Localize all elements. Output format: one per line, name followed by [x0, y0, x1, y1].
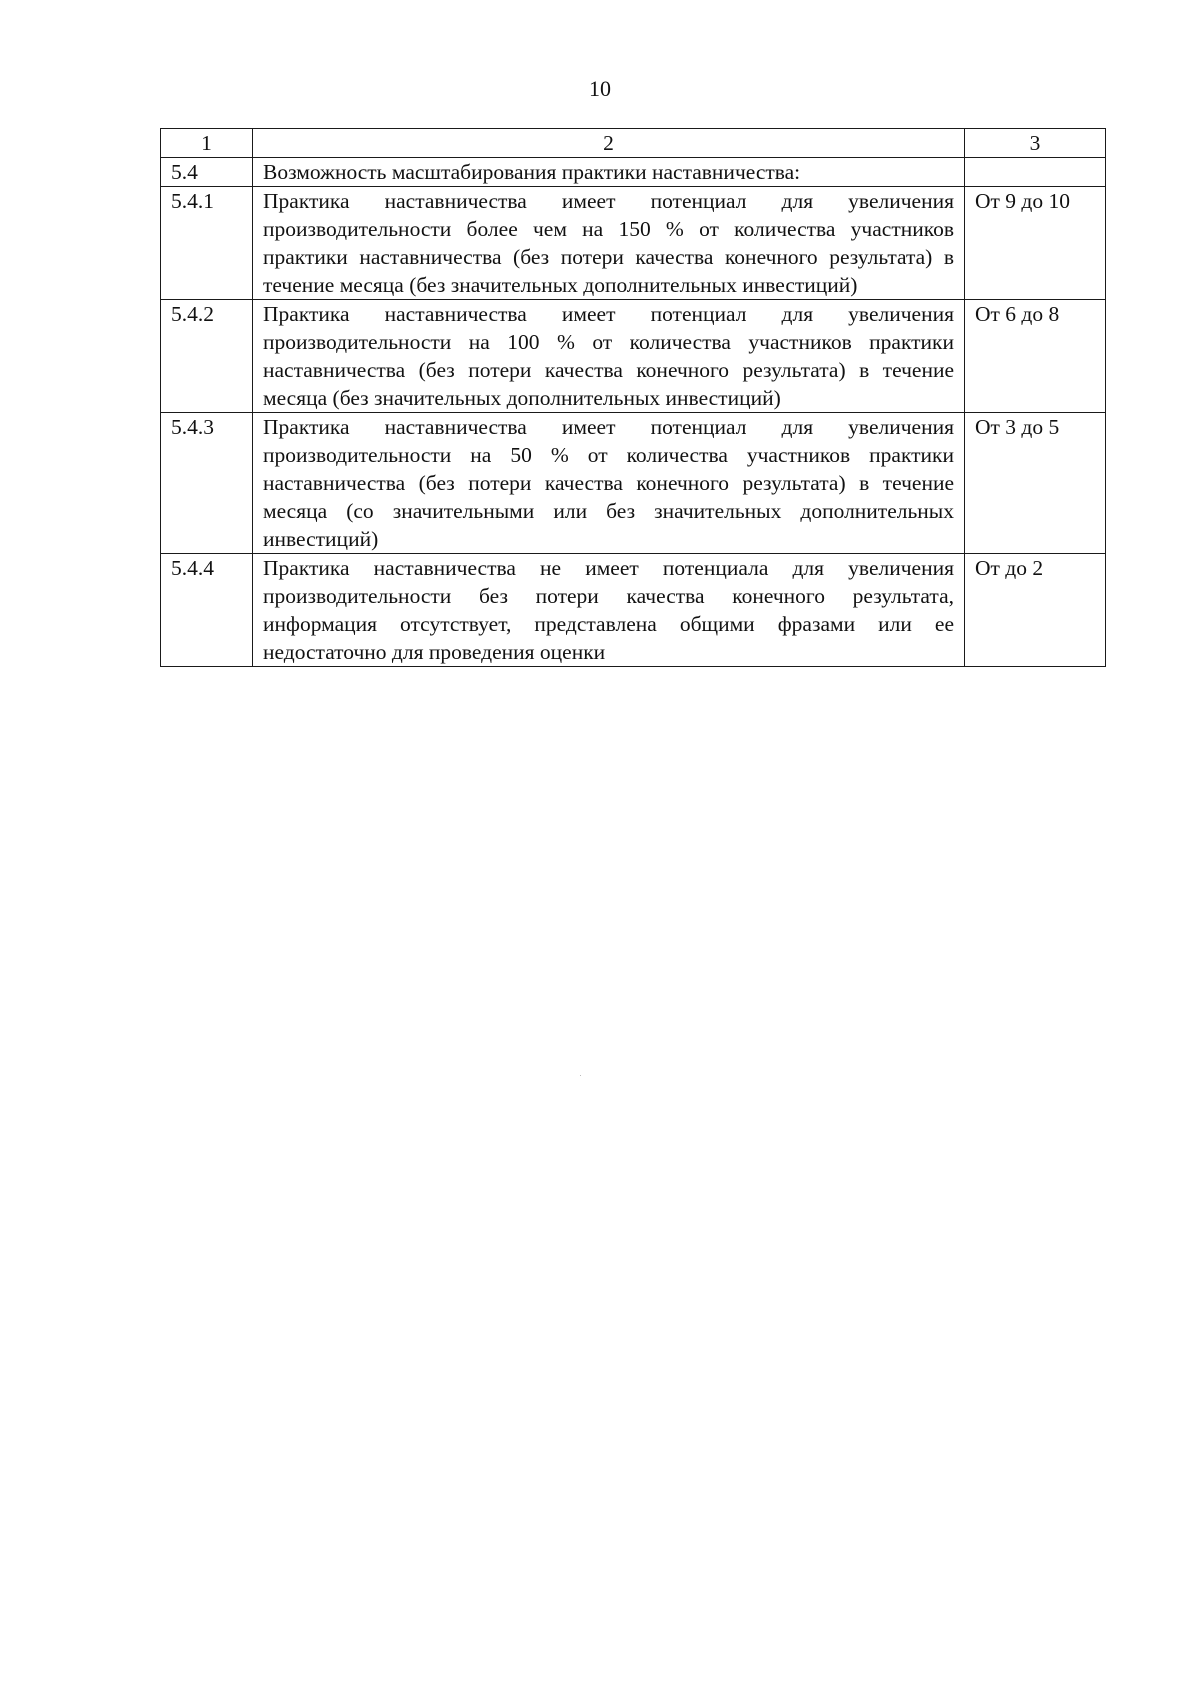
table-row-5-4-2 [161, 300, 1106, 413]
criterion-text: Практика наставничества имеет потенциал для увеличения производительности более чем на 150 % от количества участников практики наставничества (без потери качества конечного результата) в течение месяца (без значительных дополнительных инвестиций) [253, 187, 965, 300]
criterion-score: От 9 до 10 [965, 187, 1106, 300]
column-header-2: 2 [253, 129, 965, 158]
criterion-text: Практика наставничества не имеет потенциала для увеличения производительности без потери качества конечного результата, информация отсутствует, представлена общими фразами или ее недостаточно для проведения оценки [253, 554, 965, 667]
criteria-table [160, 128, 1106, 667]
column-header-1: 1 [161, 129, 253, 158]
criterion-score: От 3 до 5 [965, 413, 1106, 554]
criterion-score: От 6 до 8 [965, 300, 1106, 413]
criterion-score [965, 158, 1106, 187]
criterion-number: 5.4.3 [161, 413, 253, 554]
criterion-number: 5.4.2 [161, 300, 253, 413]
criterion-text: Практика наставничества имеет потенциал для увеличения производительности на 50 % от количества участников практики наставничества (без потери качества конечного результата) в течение месяца (со значительными или без значительных дополнительных инвестиций) [253, 413, 965, 554]
criterion-score: От до 2 [965, 554, 1106, 667]
scan-speck [580, 1075, 581, 1076]
criterion-number: 5.4.1 [161, 187, 253, 300]
criterion-text: Возможность масштабирования практики наставничества: [253, 158, 965, 187]
criterion-text: Практика наставничества имеет потенциал для увеличения производительности на 100 % от количества участников практики наставничества (без потери качества конечного результата) в течение месяца (без значительных дополнительных инвестиций) [253, 300, 965, 413]
criterion-number: 5.4 [161, 158, 253, 187]
column-header-3: 3 [965, 129, 1106, 158]
table-row-5-4 [161, 158, 1106, 187]
table-row-5-4-4 [161, 554, 1106, 667]
table-row-5-4-1 [161, 187, 1106, 300]
table-row-5-4-3 [161, 413, 1106, 554]
page-number: 10 [589, 76, 611, 101]
table-header-row [161, 129, 1106, 158]
criterion-number: 5.4.4 [161, 554, 253, 667]
